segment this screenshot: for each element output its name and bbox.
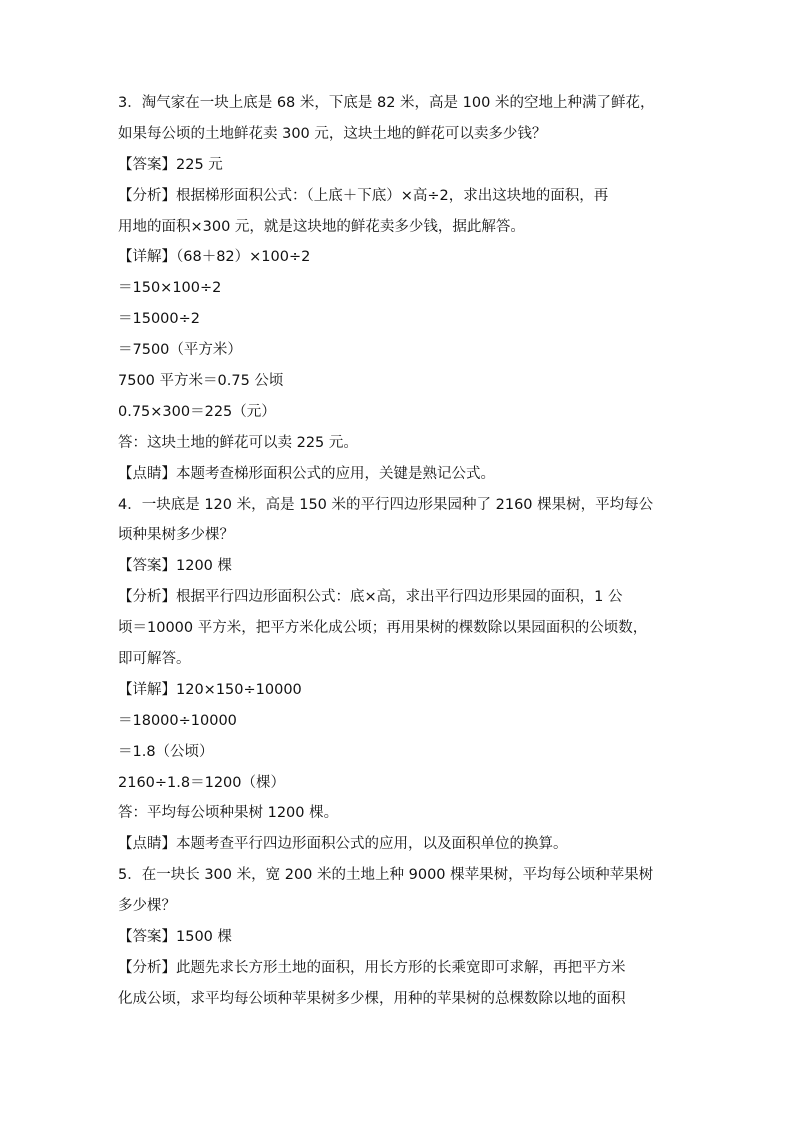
problem-3-question-line-1: 3．淘气家在一块上底是 68 米，下底是 82 米，高是 100 米的空地上种满了鲜花， xyxy=(118,95,655,111)
problem-4-detail-line-1: 【详解】120×150÷10000 xyxy=(118,681,302,698)
problem-4-final-answer: 答：平均每公顷种果树 1200 棵。 xyxy=(118,805,339,822)
problem-3-analysis-line-2: 用地的面积×300 元，就是这块地的鲜花卖多少钱，据此解答。 xyxy=(118,218,525,235)
problem-4-comment: 【点睛】本题考查平行四边形面积公式的应用，以及面积单位的换算。 xyxy=(118,836,568,853)
problem-3-detail-line-6: 0.75×300＝225（元） xyxy=(118,403,276,420)
problem-4-analysis-line-1: 【分析】根据平行四边形面积公式：底×高，求出平行四边形果园的面积，1 公 xyxy=(118,589,623,606)
problem-4-detail-line-4: 2160÷1.8＝1200（棵） xyxy=(118,774,286,791)
problem-5-answer: 【答案】1500 棵 xyxy=(118,929,233,946)
problem-3-detail-line-5: 7500 平方米＝0.75 公顷 xyxy=(118,373,284,390)
problem-5-question-line-2: 多少棵？ xyxy=(118,898,176,915)
problem-4-analysis-line-2: 顷＝10000 平方米，把平方米化成公顷；再用果树的棵数除以果园面积的公顷数， xyxy=(118,620,648,637)
problem-3-analysis-line-1: 【分析】根据梯形面积公式：（上底＋下底）×高÷2，求出这块地的面积，再 xyxy=(118,187,609,204)
problem-3-detail-line-1: 【详解】（68＋82）×100÷2 xyxy=(118,249,311,266)
problem-5-question-line-1: 5．在一块长 300 米，宽 200 米的土地上种 9000 棵苹果树，平均每公顷种苹果树 xyxy=(118,867,654,884)
problem-4-answer: 【答案】1200 棵 xyxy=(118,558,233,575)
problem-3-detail-line-4: ＝7500（平方米） xyxy=(118,342,242,359)
document-page xyxy=(118,88,678,1015)
problem-5-analysis-line-1: 【分析】此题先求长方形土地的面积，用长方形的长乘宽即可求解，再把平方米 xyxy=(118,959,626,976)
problem-4-detail-line-2: ＝18000÷10000 xyxy=(118,712,237,729)
problem-5-analysis-line-2: 化成公顷，求平均每公顷种苹果树多少棵，用种的苹果树的总棵数除以地的面积 xyxy=(118,990,626,1007)
problem-3-detail-line-3: ＝15000÷2 xyxy=(118,311,201,328)
problem-3-final-answer: 答：这块土地的鲜花可以卖 225 元。 xyxy=(118,434,358,451)
problem-3-answer: 【答案】225 元 xyxy=(118,156,223,173)
problem-4-analysis-line-3: 即可解答。 xyxy=(118,651,191,668)
problem-3-detail-line-2: ＝150×100÷2 xyxy=(118,280,222,297)
problem-4-question-line-1: 4．一块底是 120 米，高是 150 米的平行四边形果园种了 2160 棵果树，平均每公 xyxy=(118,496,654,513)
problem-3-question-line-2: 如果每公顷的土地鲜花卖 300 元，这块土地的鲜花可以卖多少钱？ xyxy=(118,125,547,142)
problem-3-comment: 【点睛】本题考查梯形面积公式的应用，关键是熟记公式。 xyxy=(118,465,495,482)
problem-4-detail-line-3: ＝1.8（公顷） xyxy=(118,743,214,760)
problem-4-question-line-2: 顷种果树多少棵？ xyxy=(118,527,234,544)
